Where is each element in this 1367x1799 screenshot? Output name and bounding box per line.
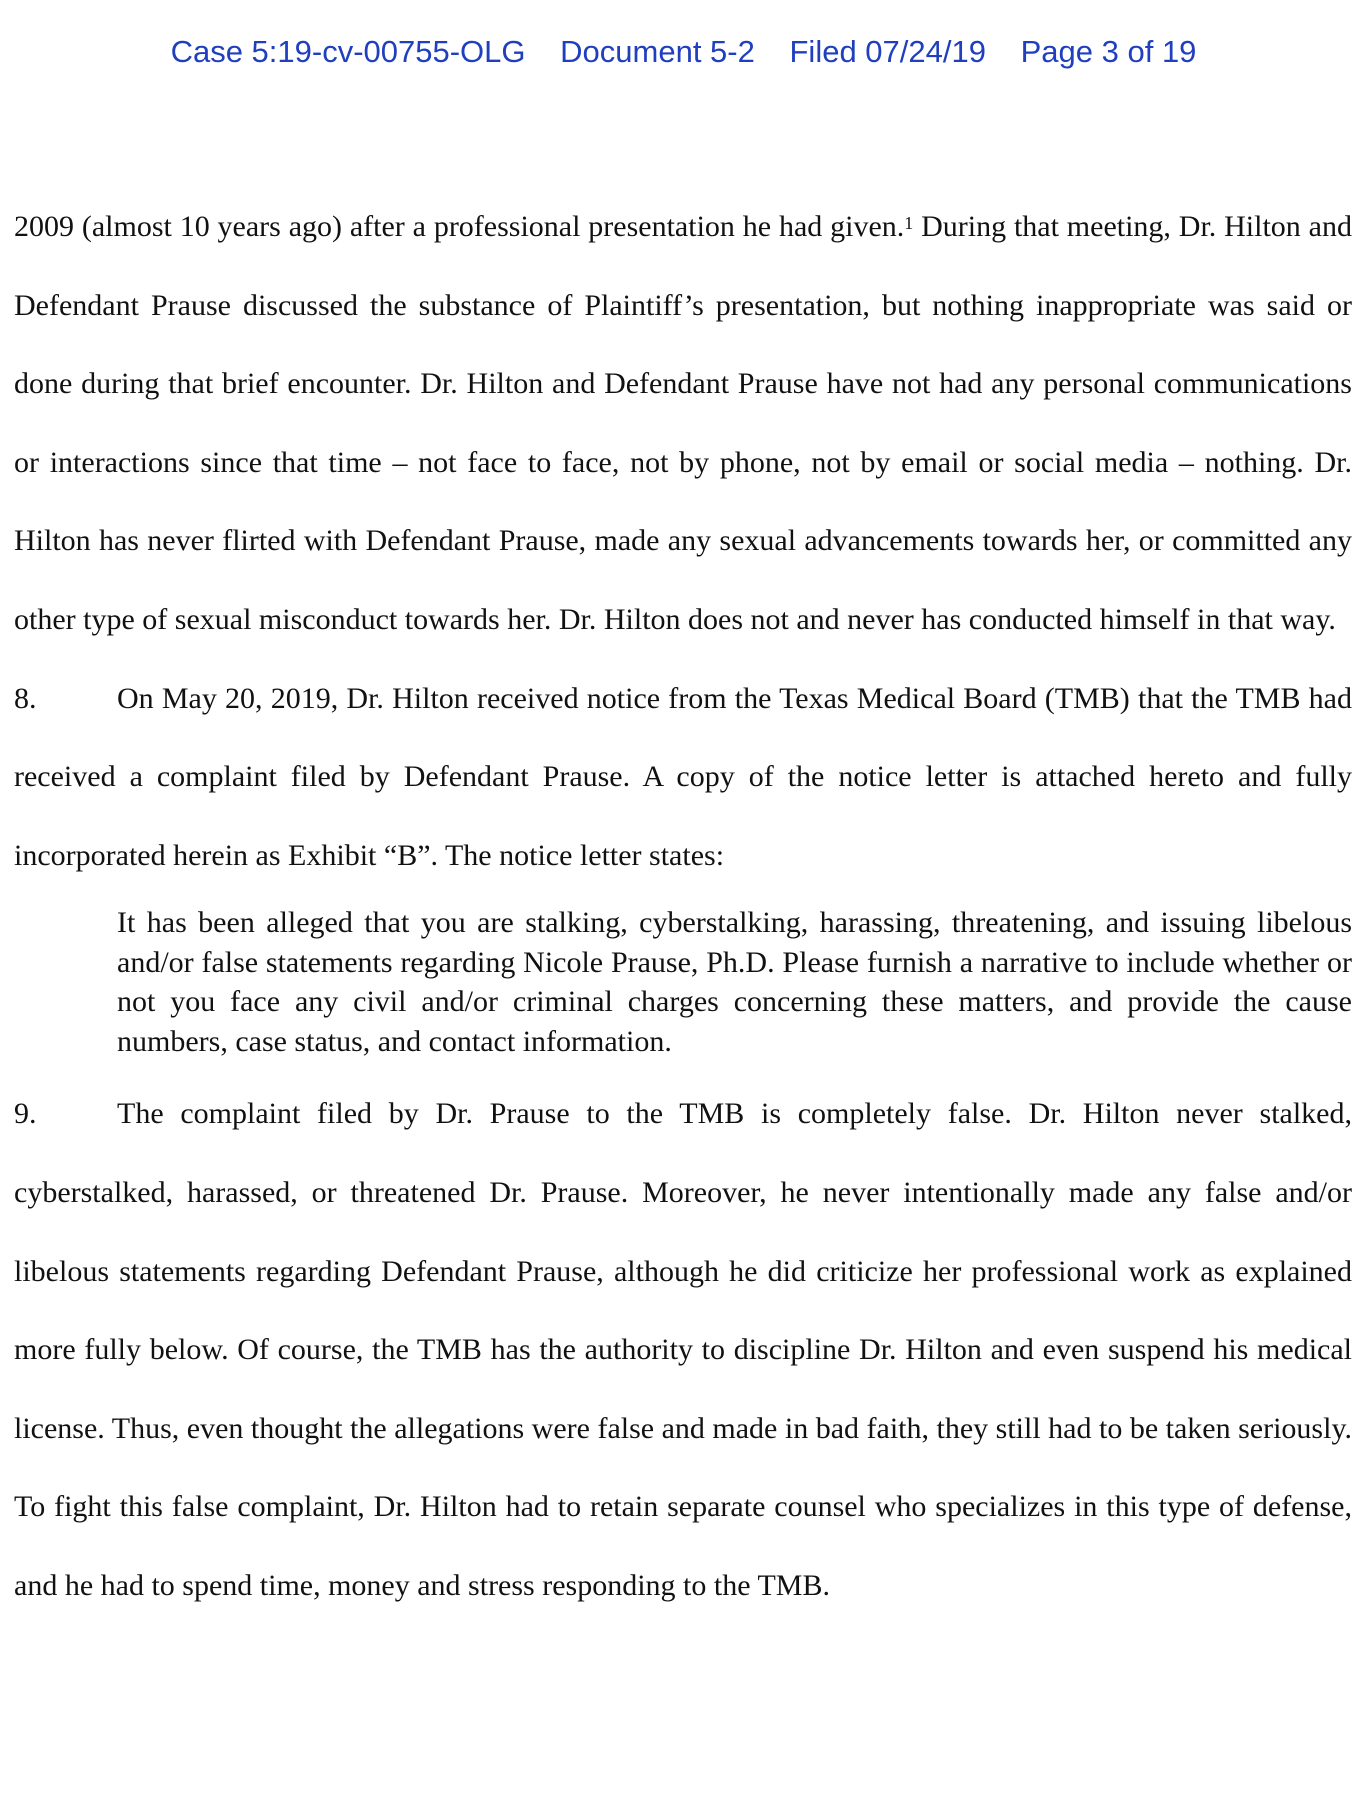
paragraph-intro-text-a: 2009 (almost 10 years ago) after a professional presentation he had given. — [14, 210, 905, 243]
paragraph-9-number: 9. — [14, 1097, 37, 1131]
paragraph-intro — [14, 188, 1352, 660]
paragraph-8-number: 8. — [14, 681, 37, 715]
paragraph-intro-text-b: During that meeting, Dr. Hilton and Defendant Prause discussed the substance of Plaintiff’s presentation, but nothing inappropriate was said or done during that brief encounter. Dr. Hilton and Defendant Prause have not had any personal communications or interactions since that time – not face to face, not by phone, not by email or social media – nothing. Dr. Hilton has never flirted with Defendant Prause, made any sexual advancements towards her, or committed any other type of sexual misconduct towards her. Dr. Hilton does not and never has conducted himself in that way. — [14, 210, 1352, 636]
filed-date: Filed 07/24/19 — [789, 34, 986, 69]
document-body — [14, 188, 1352, 1626]
paragraph-8 — [14, 660, 1352, 896]
document-number: Document 5-2 — [560, 34, 755, 69]
footnote-marker[interactable]: 1 — [904, 213, 914, 233]
paragraph-9 — [14, 1075, 1352, 1625]
page-number: Page 3 of 19 — [1020, 34, 1197, 69]
block-quote: It has been alleged that you are stalking, cyberstalking, harassing, threatening, and issuing libelous and/or false statements regarding Nicole Prause, Ph.D. Please furnish a narrative to include whether or not you face any civil and/or criminal charges concerning these matters, and provide the cause numbers, case status, and contact information. — [117, 906, 1352, 1058]
paragraph-9-text: The complaint filed by Dr. Prause to the TMB is completely false. Dr. Hilton never stalked, cyberstalked, harassed, or threatened Dr. Prause. Moreover, he never intentionally made any false and/or libelous statements regarding Defendant Prause, although he did criticize her professional work as explained more fully below. Of course, the TMB has the authority to discipline Dr. Hilton and even suspend his medical license. Thus, even thought the allegations were false and made in bad faith, they still had to be taken seriously. To fight this false complaint, Dr. Hilton had to retain separate counsel who specializes in this type of defense, and he had to spend time, money and stress responding to the TMB. — [14, 1097, 1352, 1602]
case-header — [0, 34, 1367, 70]
paragraph-8-text: On May 20, 2019, Dr. Hilton received notice from the Texas Medical Board (TMB) that the TMB had received a complaint filed by Defendant Prause. A copy of the notice letter is attached hereto and fully incorporated herein as Exhibit “B”. The notice letter states: — [14, 681, 1352, 872]
case-number: Case 5:19-cv-00755-OLG — [170, 34, 526, 69]
